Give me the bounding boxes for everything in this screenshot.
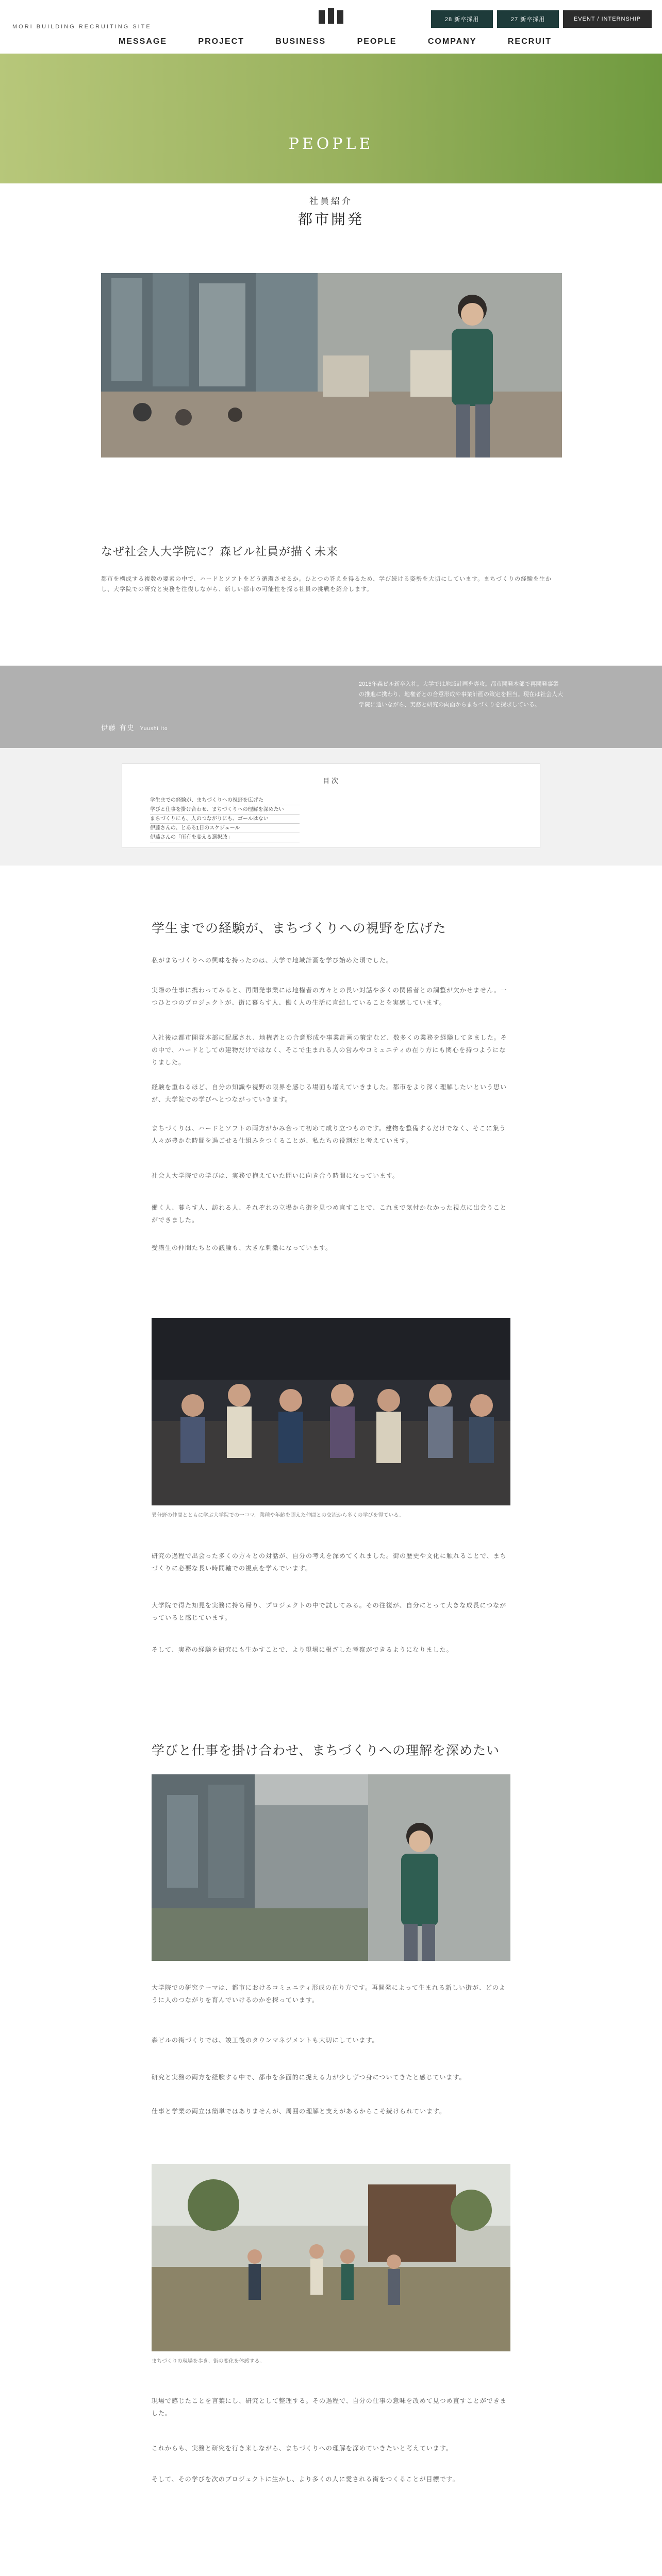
profile-band	[0, 666, 662, 748]
toc-item[interactable]: 伊藤さんの、とある1日のスケジュール	[150, 824, 300, 833]
section2-para: 現場で感じたことを言葉にし、研究として整理する。その過程で、自分の仕事の意味を改めて見つめ直すことができました。	[152, 2397, 507, 2417]
profile-name-ja: 伊藤 有史	[101, 724, 135, 732]
section1-para: そして、実務の経験を研究にも生かすことで、より現場に根ざした考察ができるようになりました。	[152, 1646, 453, 1653]
section1-para: 私がまちづくりへの興味を持ったのは、大学で地域計画を学び始めた頃でした。	[152, 957, 393, 964]
toc-item[interactable]: 伊藤さんの「所有を変える選択肢」	[150, 833, 300, 842]
recruit-28-button[interactable]: 28 新卒採用	[431, 10, 493, 28]
toc-heading: 目次	[322, 777, 340, 785]
table-of-contents	[122, 764, 540, 848]
toc-item[interactable]: まちづくりにも、人のつながりにも、ゴールはない	[150, 815, 300, 824]
main-nav	[119, 37, 552, 46]
section2-heading: 学びと仕事を掛け合わせ、まちづくりへの理解を深めたい	[152, 1743, 500, 1758]
section1-para: 経験を重ねるほど、自分の知識や視野の限界を感じる場面も増えていきました。都市をより深く理解したいという思いが、大学院での学びへとつながっていきます。	[152, 1083, 507, 1103]
section2-para: これからも、実務と研究を行き来しながら、まちづくりへの理解を深めていきたいと考えています。	[152, 2445, 453, 2452]
nav-business[interactable]: BUSINESS	[275, 37, 326, 46]
toc-item[interactable]: 学びと仕事を掛け合わせ、まちづくりへの理解を深めたい	[150, 805, 300, 815]
toc-list	[150, 796, 300, 842]
site-header	[0, 0, 662, 54]
recruit-27-button[interactable]: 27 新卒採用	[497, 10, 559, 28]
article-headline: なぜ社会人大学院に？森ビル社員が描く未来	[101, 546, 339, 558]
fieldwork-caption: まちづくりの現場を歩き、街の変化を体感する。	[152, 2359, 265, 2364]
section1-heading: 学生までの経験が、まちづくりへの視野を広げた	[152, 921, 446, 936]
event-internship-button[interactable]: EVENT / INTERNSHIP	[563, 10, 652, 28]
header-buttons	[431, 10, 652, 28]
hero-band	[0, 54, 662, 183]
profile-name-en: Yuushi Ito	[140, 726, 168, 732]
hero-title: PEOPLE	[288, 135, 374, 153]
main-photo	[101, 273, 562, 457]
section-title: 都市開発	[297, 211, 364, 228]
section1-para: 研究の過程で出会った多くの方々との対話が、自分の考えを深めてくれました。街の歴史や文化に触れることで、まちづくりに必要な長い時間軸での視点を学んでいます。	[152, 1552, 507, 1572]
section1-para: 社会人大学院での学びは、実務で抱えていた問いに向き合う時間になっています。	[152, 1172, 400, 1179]
section-label: 社員紹介	[309, 196, 353, 207]
intro-paragraph: 都市を構成する複数の要素の中で、ハードとソフトをどう循環させるか。ひとつの答えを得るため、学び続ける姿勢を大切にしています。まちづくりの経験を生かし、大学院での研究と実務を往復しながら、新しい都市の可能性を探る社員の挑戦を紹介します。	[101, 576, 552, 592]
profile-text: 2015年森ビル新卒入社。大学では地域計画を専攻。都市開発本部で再開発事業の推進に携わり、地権者との合意形成や事業計画の策定を担当。現在は社会人大学院に通いながら、実務と研究の両面からまちづくりを探求している。	[359, 681, 563, 708]
section1-para: 受講生の仲間たちとの議論も、大きな刺激になっています。	[152, 1244, 333, 1251]
section2-para: 研究と実務の両方を経験する中で、都市を多面的に捉える力が少しずつ身についてきたと感じています。	[152, 2074, 466, 2081]
city-photo	[152, 1774, 510, 1961]
profile-name	[101, 722, 168, 732]
section1-para: 働く人、暮らす人、訪れる人、それぞれの立場から街を見つめ直すことで、これまで気付かなかった視点に出会うことができました。	[152, 1204, 507, 1224]
section2-para: 仕事と学業の両立は簡単ではありませんが、周囲の理解と支えがあるからこそ続けられています。	[152, 2108, 446, 2115]
section2-para: 大学院での研究テーマは、都市におけるコミュニティ形成の在り方です。再開発によって生まれる新しい街が、どのように人のつながりを育んでいけるのかを探っています。	[152, 1984, 506, 2004]
site-name: MORI BUILDING RECRUITING SITE	[12, 24, 152, 30]
company-logo[interactable]	[319, 8, 343, 26]
section1-para: 大学院で得た知見を実務に持ち帰り、プロジェクトの中で試してみる。その往復が、自分にとって大きな成長につながっていると感じています。	[152, 1602, 507, 1621]
classroom-photo	[152, 1318, 510, 1505]
classroom-caption: 異分野の仲間とともに学ぶ大学院での一コマ。業種や年齢を超えた仲間との交流から多くの学びを得ている。	[152, 1513, 404, 1518]
toc-item[interactable]: 学生までの経験が、まちづくりへの視野を広げた	[150, 796, 300, 805]
section1-para: 実際の仕事に携わってみると、再開発事業には地権者の方々との長い対話や多くの関係者との調整が欠かせません。一つひとつのプロジェクトが、街に暮らす人、働く人の生活に直結していることを実感しています。	[152, 987, 507, 1006]
nav-people[interactable]: PEOPLE	[357, 37, 397, 46]
section2-para: そして、その学びを次のプロジェクトに生かし、より多くの人に愛される街をつくることが目標です。	[152, 2476, 459, 2483]
section1-para: まちづくりは、ハードとソフトの両方がかみ合って初めて成り立つものです。建物を整備するだけでなく、そこに集う人々が豊かな時間を過ごせる仕組みをつくることが、私たちの役割だと考えています。	[152, 1125, 506, 1144]
nav-recruit[interactable]: RECRUIT	[507, 37, 552, 46]
fieldwork-photo	[152, 2164, 510, 2351]
nav-company[interactable]: COMPANY	[427, 37, 477, 46]
nav-project[interactable]: PROJECT	[198, 37, 244, 46]
nav-message[interactable]: MESSAGE	[119, 37, 168, 46]
section1-para: 入社後は都市開発本部に配属され、地権者との合意形成や事業計画の策定など、数多くの業務を経験してきました。その中で、ハードとしての建物だけではなく、そこで生まれる人の営みやコミュニティの在り方にも関心を持つようになりました。	[152, 1034, 507, 1066]
section2-para: 森ビルの街づくりでは、竣工後のタウンマネジメントも大切にしています。	[152, 2037, 379, 2044]
